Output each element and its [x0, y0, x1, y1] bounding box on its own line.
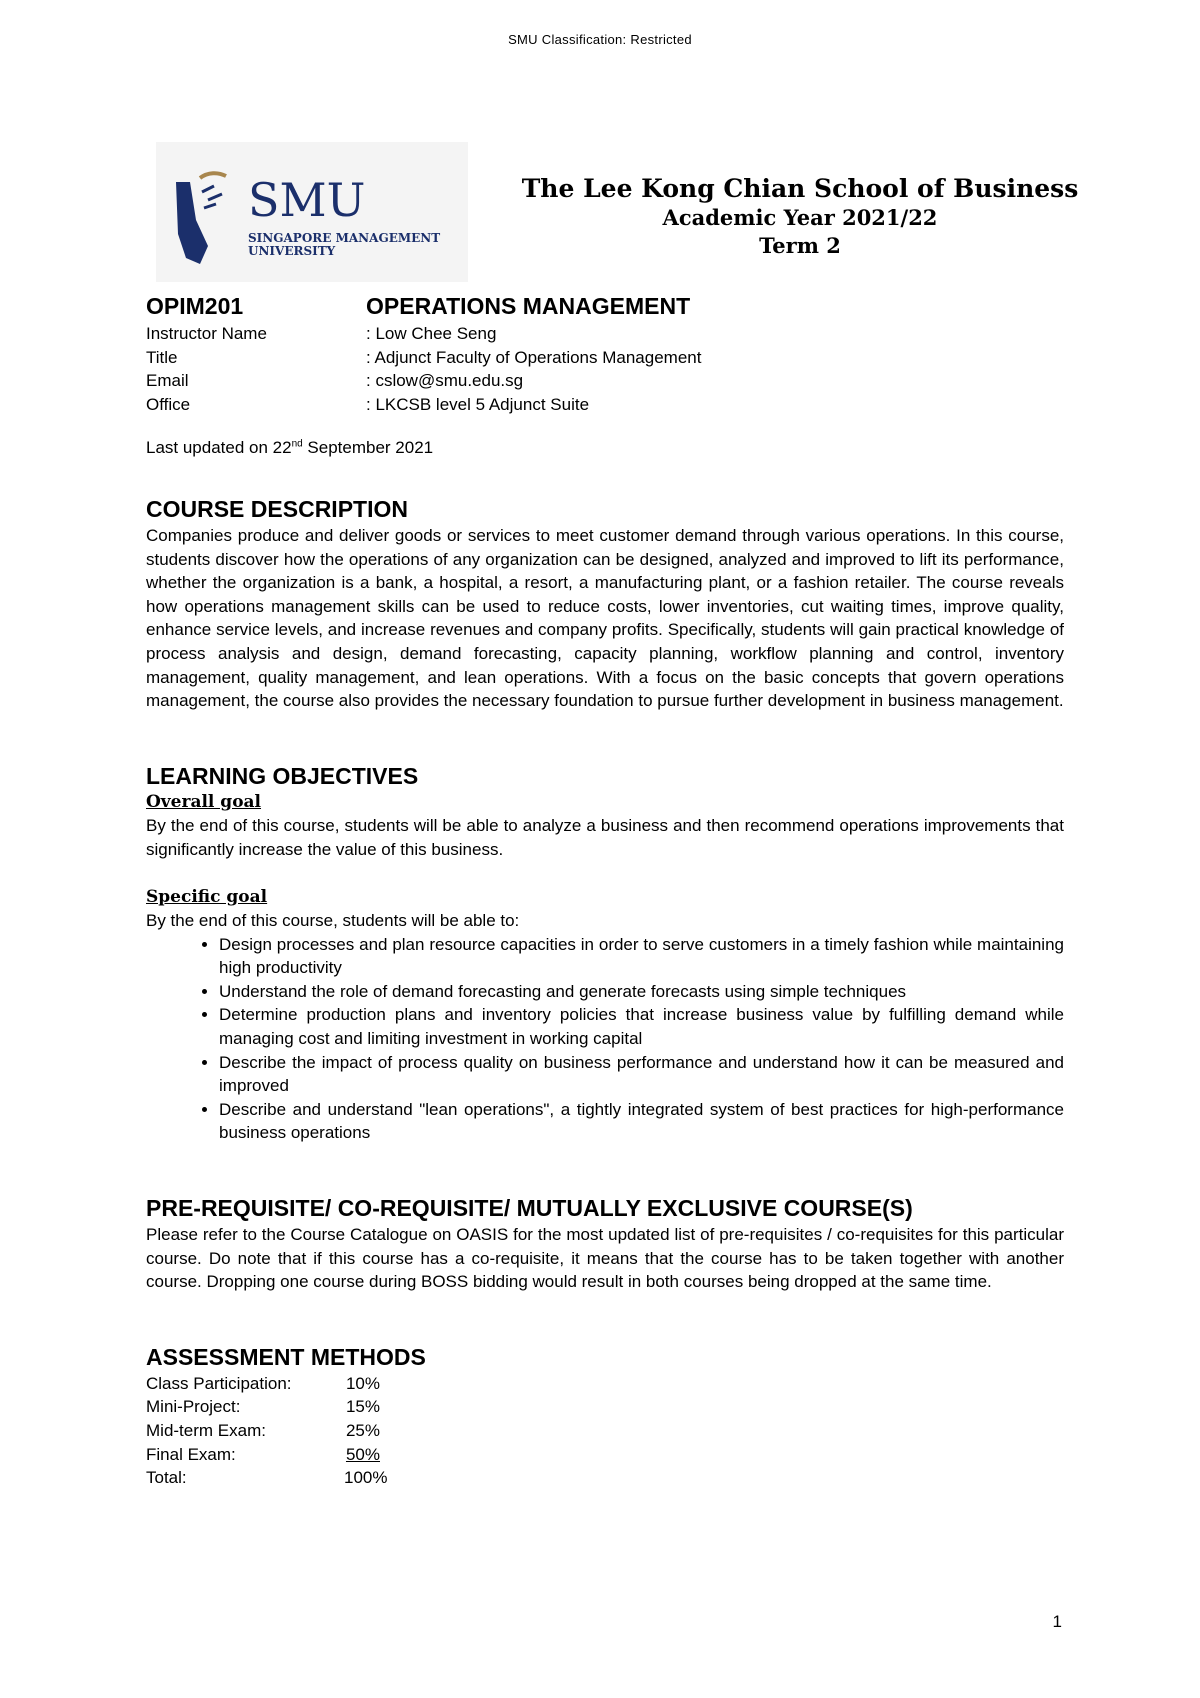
assessment-row — [146, 1372, 1064, 1396]
assessment-value: 100% — [344, 1468, 388, 1488]
info-row — [146, 393, 1064, 417]
prerequisite-section — [146, 1193, 1064, 1294]
assessment-value: 10% — [345, 1373, 380, 1393]
term: Term 2 — [759, 233, 841, 258]
assessment-row — [146, 1466, 1064, 1490]
section-heading: PRE-REQUISITE/ CO-REQUISITE/ MUTUALLY EXCLUSIVE COURSE(S) — [146, 1195, 913, 1222]
last-updated — [146, 436, 1064, 460]
description-text: Companies produce and deliver goods or services to meet customer demand through various operations. In this course, students discover how the operations of any organization can be designed, analyzed and improved to lift its performance, whether the organization is a bank, a hospital, a resort, a manufacturing plant, or a fashion retailer. The course reveals how operations management skills can be used to reduce costs, lower inventories, cut waiting times, improve quality, enhance service levels, and increase revenues and company profits. Specifically, students will gain practical knowledge of process analysis and design, demand forecasting, capacity planning, workflow planning and control, inventory management, quality management, and lean operations. With a focus on the basic concepts that govern operations management, the course also provides the necessary foundation to pursue further development in business management. — [146, 525, 1064, 711]
school-name: The Lee Kong Chian School of Business — [521, 174, 1079, 203]
section-heading: COURSE DESCRIPTION — [146, 495, 408, 522]
logo-brand-text: SMU — [248, 173, 366, 227]
specific-goal-label: Specific goal — [146, 886, 268, 907]
page-number: 1 — [1052, 1612, 1062, 1631]
updated-prefix: Last updated on 22 — [146, 438, 292, 458]
info-value[interactable]: : cslow@smu.edu.sg — [366, 371, 524, 391]
list-item: • Describe and understand "lean operations", a tightly integrated system of best practices for high-performance business operations — [219, 1098, 1064, 1145]
assessment-value: 50% — [345, 1444, 380, 1464]
course-title: OPERATIONS MANAGEMENT — [366, 293, 691, 319]
smu-logo-graphic — [156, 142, 468, 282]
list-item: • Design processes and plan resource capacities in order to serve customers in a timely fashion while maintaining high productivity — [219, 933, 1064, 980]
classification-label: SMU Classification: Restricted — [508, 32, 692, 47]
main-content — [146, 290, 1064, 1490]
logo-line2-text: UNIVERSITY — [248, 244, 336, 258]
assessment-label: Final Exam: — [146, 1444, 236, 1464]
logo-line1-text: SINGAPORE MANAGEMENT — [248, 231, 441, 245]
list-item: • Understand the role of demand forecasting and generate forecasts using simple techniques — [219, 980, 1064, 1004]
course-code: OPIM201 — [146, 293, 244, 319]
updated-sup: nd — [291, 438, 303, 450]
updated-suffix: September 2021 — [302, 438, 434, 458]
info-value: : LKCSB level 5 Adjunct Suite — [366, 394, 590, 414]
course-info — [146, 322, 1064, 416]
assessment-label: Mini-Project: — [146, 1397, 241, 1417]
learning-objectives-section — [146, 761, 1064, 1145]
section-heading: ASSESSMENT METHODS — [146, 1343, 426, 1370]
course-description-section — [146, 494, 1064, 713]
assessment-row — [146, 1443, 1064, 1467]
info-label: Title — [146, 347, 178, 367]
assessment-value: 25% — [345, 1421, 380, 1440]
info-row — [146, 322, 1064, 346]
assessment-label: Mid-term Exam: — [146, 1421, 266, 1440]
smu-logo — [156, 142, 468, 282]
school-header — [440, 174, 1160, 260]
list-item: • Determine production plans and inventory policies that increase business value by fulfilling demand while managing cost and limiting investment in working capital — [219, 1003, 1064, 1050]
info-label: Office — [146, 394, 191, 414]
assessment-label: Class Participation: — [146, 1373, 292, 1393]
overall-goal-label: Overall goal — [146, 791, 262, 812]
assessment-section — [146, 1342, 1064, 1490]
info-label: Instructor Name — [146, 324, 267, 343]
section-heading: LEARNING OBJECTIVES — [146, 762, 419, 789]
list-item: • Describe the impact of process quality on business performance and understand how it can be measured and improved — [219, 1051, 1064, 1098]
academic-year: Academic Year 2021/22 — [662, 205, 938, 230]
assessment-row — [146, 1419, 1064, 1443]
assessment-value: 15% — [345, 1397, 380, 1417]
info-row — [146, 346, 1064, 370]
assessment-label: Total: — [146, 1468, 187, 1488]
prerequisite-text: Please refer to the Course Catalogue on OASIS for the most updated list of pre-requisites / co-requisites for this particular course. Do note that if this course has a co-requisite, it means that the course has to be taken together with another course. Dropping one course during BOSS bidding would result in both courses being dropped at the same time. — [146, 1225, 1064, 1292]
info-row — [146, 369, 1064, 393]
goal-list — [146, 933, 1064, 1145]
assessment-row — [146, 1395, 1064, 1419]
info-label: Email — [146, 371, 189, 391]
course-heading — [146, 290, 1064, 322]
info-value: : Adjunct Faculty of Operations Management — [366, 347, 702, 367]
overall-goal-text: By the end of this course, students will be able to analyze a business and then recommend operations improvements that significantly increase the value of this business. — [146, 816, 1064, 859]
info-value: : Low Chee Seng — [366, 324, 497, 343]
specific-goal-intro: By the end of this course, students will be able to: — [146, 911, 520, 931]
